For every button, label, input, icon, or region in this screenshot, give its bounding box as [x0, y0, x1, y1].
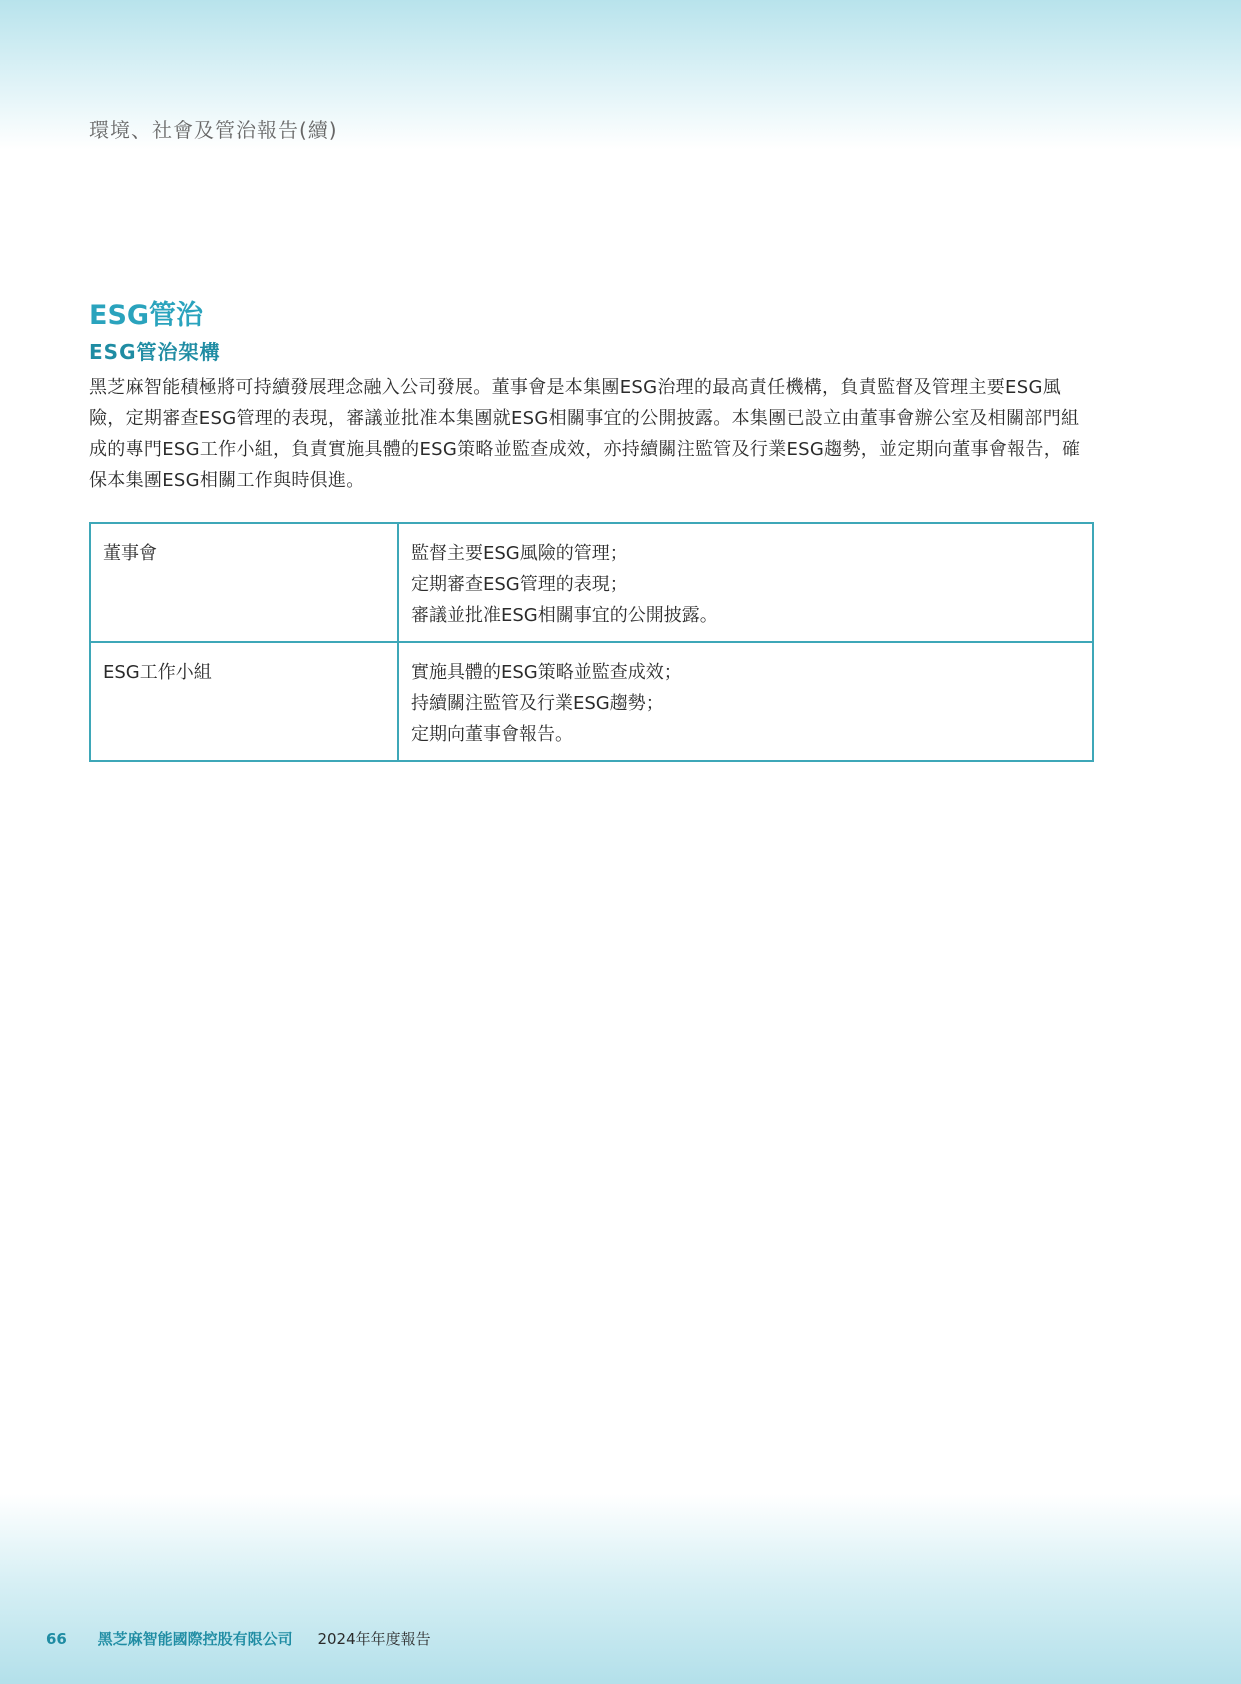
section-subtitle: ESG管治架構	[89, 340, 221, 364]
duties-cell	[398, 523, 1093, 642]
duty-item: 監督主要ESG風險的管理；	[411, 543, 628, 564]
duty-item: 持續關注監管及行業ESG趨勢；	[411, 693, 664, 714]
page-footer	[46, 1628, 431, 1649]
role-cell: ESG工作小組	[90, 642, 398, 761]
table-row	[90, 523, 1093, 642]
duties-cell	[398, 642, 1093, 761]
duty-item: 審議並批准ESG相關事宜的公開披露。	[411, 605, 718, 626]
page-number: 66	[46, 1630, 67, 1648]
body-paragraph: 黑芝麻智能積極將可持續發展理念融入公司發展。董事會是本集團ESG治理的最高責任機構，負責監督及管理主要ESG風險，定期審查ESG管理的表現，審議並批准本集團就ESG相關事宜的公開披露。本集團已設立由董事會辦公室及相關部門組成的專門ESG工作小組，負責實施具體的ESG策略並監查成效，亦持續關注監管及行業ESG趨勢，並定期向董事會報告，確保本集團ESG相關工作與時俱進。	[89, 377, 1081, 491]
role-cell: 董事會	[90, 523, 398, 642]
company-name: 黑芝麻智能國際控股有限公司	[97, 1630, 293, 1648]
report-title: 2024年年度報告	[317, 1630, 431, 1648]
section-title: ESG管治	[89, 300, 204, 331]
table-row	[90, 642, 1093, 761]
duty-item: 定期向董事會報告。	[411, 724, 573, 745]
duty-item: 定期審查ESG管理的表現；	[411, 574, 628, 595]
governance-table	[89, 522, 1094, 762]
running-header: 環境、社會及管治報告(續)	[89, 118, 338, 142]
duty-item: 實施具體的ESG策略並監查成效；	[411, 662, 682, 683]
footer-gradient-band	[0, 1494, 1241, 1684]
